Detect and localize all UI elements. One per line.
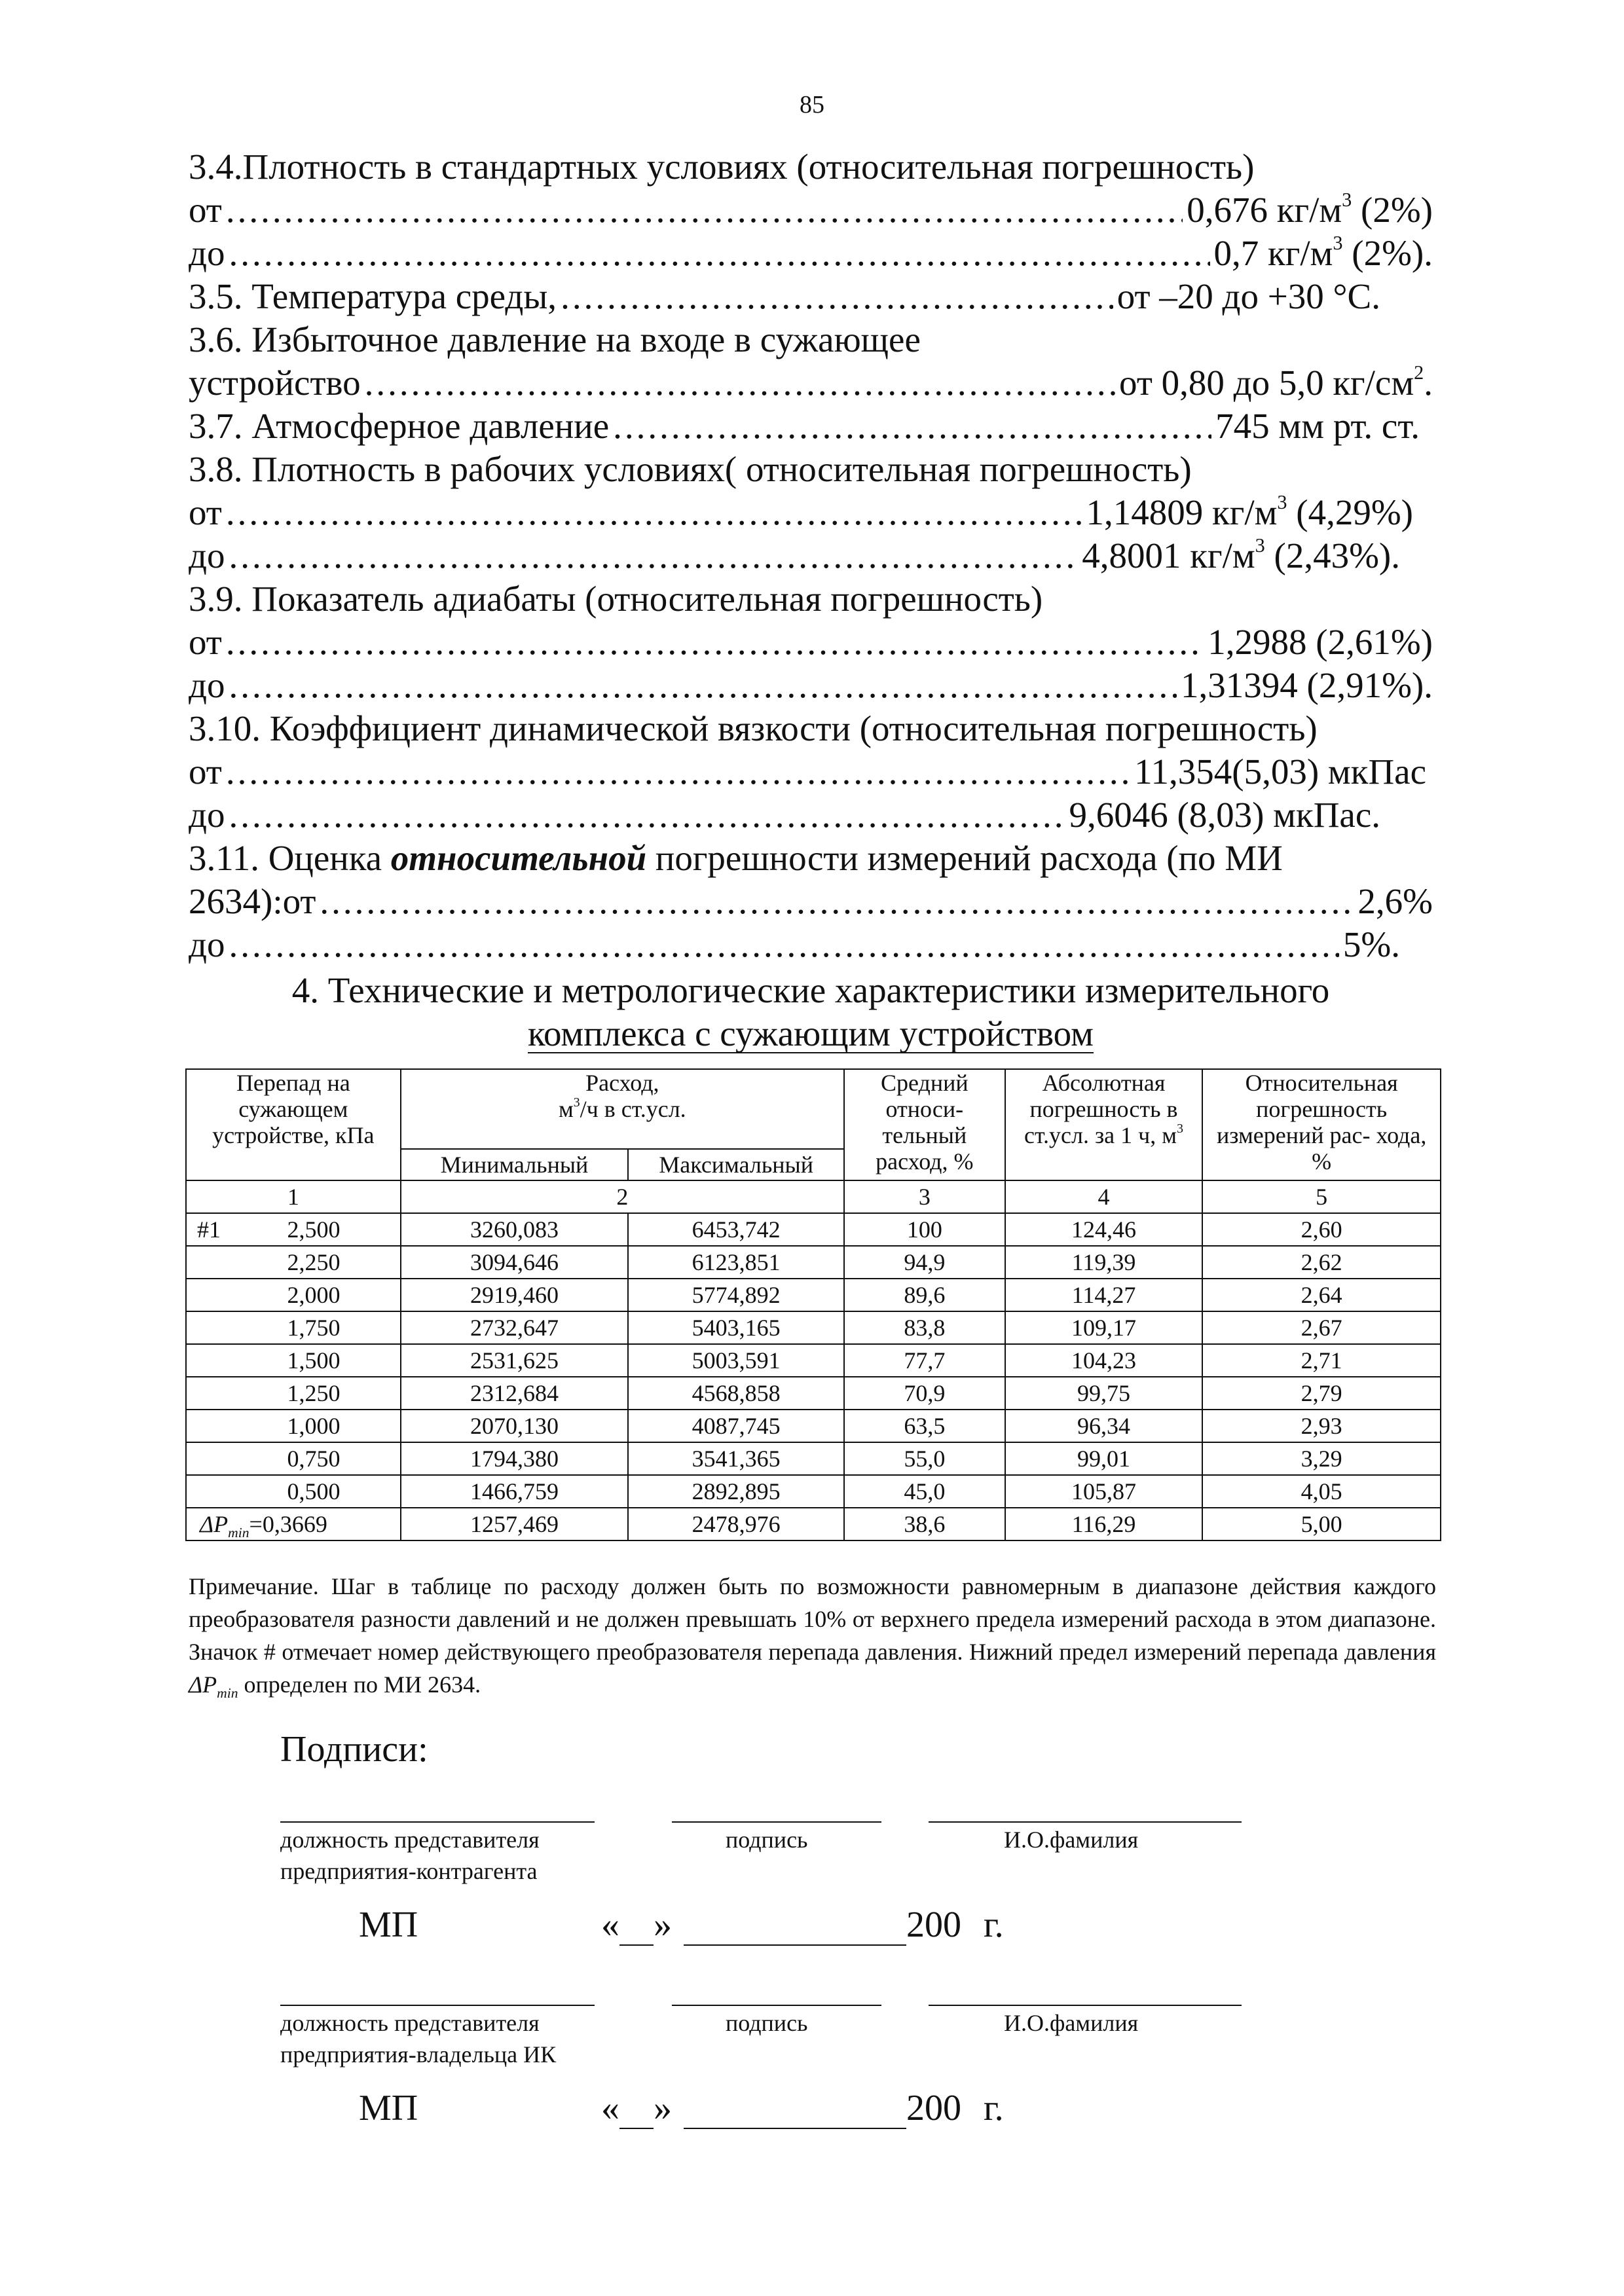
pressure-drop-value: 0,500	[287, 1478, 341, 1504]
param-heading: 3.11. Оценка относительной погрешности измерений расхода (по МИ	[189, 838, 1283, 878]
stamp-label: МП	[359, 1904, 418, 1945]
cell-pressure-drop	[186, 1377, 401, 1410]
cell-relative-error: 2,71	[1202, 1344, 1441, 1377]
column-number: 3	[844, 1180, 1005, 1213]
cell-relative-error: 2,93	[1202, 1410, 1441, 1442]
signature-line	[672, 2005, 881, 2006]
cell-absolute-error: 104,23	[1005, 1344, 1203, 1377]
column-number: 4	[1005, 1180, 1203, 1213]
row-mark-subscript: min	[228, 1525, 249, 1541]
row-mark: ΔP	[200, 1511, 229, 1537]
header-flow: Расход, $м^3/ч$ в ст.усл.	[401, 1069, 844, 1149]
cell-pressure-drop	[186, 1475, 401, 1508]
table-row	[186, 1311, 1441, 1344]
param-line: 3.7. Атмосферное давление ..... 745 мм рт. ст.	[189, 405, 1433, 448]
cell-absolute-error: 119,39	[1005, 1246, 1203, 1279]
cell-pressure-drop	[186, 1508, 401, 1540]
pressure-drop-value: 0,750	[287, 1446, 341, 1472]
cell-absolute-error: 109,17	[1005, 1311, 1203, 1344]
table-note: Примечание. Шаг в таблице по расходу должен быть по возможности равномерным в диапазоне действия каждого преобразователя разности давлений и не должен превышать 10% от верхнего предела измерений расхода в этом диапазоне. Значок # отмечает номер действующего преобразователя перепада давления. Нижний предел измерений перепада давления $\Delta P_{min}$ определен по МИ 2634.	[189, 1573, 1436, 1702]
cell-max-flow: 5774,892	[628, 1279, 844, 1311]
param-line: устройство ..... от 0,80 до 5,0 $кг/см^2$.	[189, 361, 1433, 405]
cell-pressure-drop	[186, 1279, 401, 1311]
position-label: должность представителя предприятия-владельца ИК	[280, 2010, 557, 2068]
cell-relative-error: 4,05	[1202, 1475, 1441, 1508]
pressure-drop-value: 1,250	[287, 1380, 341, 1406]
cell-avg-relative-flow: 38,6	[844, 1508, 1005, 1540]
param-line: 3.5. Температура среды, ..... от –20 до +30 °С.	[189, 275, 1433, 318]
column-number-row	[186, 1180, 1441, 1213]
table-row	[186, 1475, 1441, 1508]
cell-max-flow: 5403,165	[628, 1311, 844, 1344]
name-line	[929, 1821, 1242, 1823]
cell-min-flow: 2531,625	[401, 1344, 629, 1377]
stamp-label: МП	[359, 2088, 418, 2128]
table-row	[186, 1508, 1441, 1540]
cell-min-flow: 2732,647	[401, 1311, 629, 1344]
column-number: 2	[401, 1180, 844, 1213]
cell-min-flow: 1794,380	[401, 1442, 629, 1475]
table-row	[186, 1377, 1441, 1410]
characteristics-table	[185, 1068, 1441, 1541]
cell-max-flow: 6453,742	[628, 1213, 844, 1246]
cell-absolute-error: 99,75	[1005, 1377, 1203, 1410]
cell-avg-relative-flow: 77,7	[844, 1344, 1005, 1377]
section-title-line2: комплекса с сужающим устройством	[528, 1013, 1094, 1053]
table-row	[186, 1410, 1441, 1442]
section-title	[189, 969, 1433, 1055]
pressure-drop-value: 1,500	[287, 1347, 341, 1374]
param-line: 2634):от ..... 2,6%	[189, 880, 1433, 923]
cell-min-flow: 2312,684	[401, 1377, 629, 1410]
cell-min-flow: 3260,083	[401, 1213, 629, 1246]
cell-max-flow: 5003,591	[628, 1344, 844, 1377]
cell-min-flow: 2919,460	[401, 1279, 629, 1311]
name-label: И.О.фамилия	[1004, 2010, 1139, 2036]
cell-pressure-drop	[186, 1311, 401, 1344]
cell-relative-error: 2,64	[1202, 1279, 1441, 1311]
parameters-list	[189, 145, 1433, 1055]
cell-avg-relative-flow: 45,0	[844, 1475, 1005, 1508]
cell-relative-error: 2,60	[1202, 1213, 1441, 1246]
header-absolute-error: Абсолютная погрешность в ст.усл. за 1 ч, $м^3$	[1005, 1069, 1203, 1180]
cell-relative-error: 5,00	[1202, 1508, 1441, 1540]
param-heading: 3.6. Избыточное давление на входе в сужающее	[189, 319, 921, 359]
header-relative-error: Относительная погрешность измерений рас- хода, %	[1202, 1069, 1441, 1180]
date-field: « » 200 г.	[601, 1904, 1004, 1945]
pressure-drop-value: 2,000	[287, 1282, 341, 1308]
signature-label: подпись	[726, 2010, 808, 2036]
position-line	[280, 2005, 595, 2006]
signatures-title: Подписи:	[280, 1729, 428, 1770]
header-min: Минимальный	[401, 1149, 629, 1180]
cell-min-flow: 2070,130	[401, 1410, 629, 1442]
param-line: до ..... 5%.	[189, 923, 1433, 966]
cell-relative-error: 2,79	[1202, 1377, 1441, 1410]
cell-absolute-error: 96,34	[1005, 1410, 1203, 1442]
cell-relative-error: 2,67	[1202, 1311, 1441, 1344]
cell-avg-relative-flow: 63,5	[844, 1410, 1005, 1442]
param-heading: 3.10. Коэффициент динамической вязкости (относительная погрешность)	[189, 708, 1318, 748]
cell-avg-relative-flow: 83,8	[844, 1311, 1005, 1344]
signature-line	[672, 1821, 881, 1823]
cell-pressure-drop	[186, 1344, 401, 1377]
column-number: 1	[186, 1180, 401, 1213]
name-line	[929, 2005, 1242, 2006]
name-label: И.О.фамилия	[1004, 1827, 1139, 1853]
table-row	[186, 1213, 1441, 1246]
cell-max-flow: 2892,895	[628, 1475, 844, 1508]
table-row	[186, 1442, 1441, 1475]
cell-max-flow: 3541,365	[628, 1442, 844, 1475]
pressure-drop-value: 1,000	[287, 1413, 341, 1439]
position-line	[280, 1821, 595, 1823]
cell-absolute-error: 124,46	[1005, 1213, 1203, 1246]
section-title-line1: 4. Технические и метрологические характеристики измерительного	[291, 970, 1330, 1010]
cell-min-flow: 1466,759	[401, 1475, 629, 1508]
cell-absolute-error: 105,87	[1005, 1475, 1203, 1508]
page-number: 85	[800, 91, 824, 118]
pressure-drop-value: 2,500	[287, 1216, 341, 1243]
table-row	[186, 1246, 1441, 1279]
cell-absolute-error: 114,27	[1005, 1279, 1203, 1311]
param-heading: 3.9. Показатель адиабаты (относительная погрешность)	[189, 579, 1043, 619]
param-line: до ..... 4,8001 $кг/м^3$ (2,43%).	[189, 534, 1433, 577]
pressure-drop-value: 2,250	[287, 1249, 341, 1275]
cell-pressure-drop	[186, 1442, 401, 1475]
param-line: от ..... 1,14809 $кг/м^3$ (4,29%)	[189, 491, 1433, 534]
header-pressure-drop: Перепад на сужающем устройстве, кПа	[186, 1069, 401, 1180]
table-header-row	[186, 1069, 1441, 1149]
cell-avg-relative-flow: 94,9	[844, 1246, 1005, 1279]
pressure-drop-value: 1,750	[287, 1315, 341, 1341]
row-mark: #1	[197, 1216, 221, 1243]
param-heading: 3.8. Плотность в рабочих условиях( относительная погрешность)	[189, 449, 1192, 489]
cell-min-flow: 1257,469	[401, 1508, 629, 1540]
pressure-drop-value: =0,3669	[249, 1511, 327, 1537]
cell-pressure-drop	[186, 1246, 401, 1279]
param-line: до ..... 9,6046 (8,03) мкПас.	[189, 793, 1433, 837]
header-avg-relative-flow: Средний относи- тельный расход, %	[844, 1069, 1005, 1180]
cell-min-flow: 3094,646	[401, 1246, 629, 1279]
param-line: от ..... 0,676 $кг/м^3$ (2%)	[189, 189, 1433, 232]
cell-avg-relative-flow: 100	[844, 1213, 1005, 1246]
param-line: от ..... 1,2988 (2,61%)	[189, 621, 1433, 664]
cell-max-flow: 4087,745	[628, 1410, 844, 1442]
cell-max-flow: 4568,858	[628, 1377, 844, 1410]
param-line: до ..... 1,31394 (2,91%).	[189, 664, 1433, 707]
date-field: « » 200 г.	[601, 2088, 1004, 2128]
column-number: 5	[1202, 1180, 1441, 1213]
signature-label: подпись	[726, 1827, 808, 1853]
cell-absolute-error: 99,01	[1005, 1442, 1203, 1475]
cell-relative-error: 2,62	[1202, 1246, 1441, 1279]
cell-pressure-drop	[186, 1213, 401, 1246]
table-row	[186, 1344, 1441, 1377]
param-line: от ..... 11,354(5,03) мкПас	[189, 750, 1433, 793]
cell-avg-relative-flow: 55,0	[844, 1442, 1005, 1475]
cell-max-flow: 6123,851	[628, 1246, 844, 1279]
header-max: Максимальный	[628, 1149, 844, 1180]
table-row	[186, 1279, 1441, 1311]
cell-pressure-drop	[186, 1410, 401, 1442]
cell-max-flow: 2478,976	[628, 1508, 844, 1540]
param-heading: 3.4.Плотность в стандартных условиях (относительная погрешность)	[189, 147, 1255, 187]
cell-avg-relative-flow: 89,6	[844, 1279, 1005, 1311]
cell-absolute-error: 116,29	[1005, 1508, 1203, 1540]
cell-avg-relative-flow: 70,9	[844, 1377, 1005, 1410]
param-line: до ..... 0,7 $кг/м^3$ (2%).	[189, 232, 1433, 275]
position-label: должность представителя предприятия-контрагента	[280, 1827, 540, 1884]
cell-relative-error: 3,29	[1202, 1442, 1441, 1475]
